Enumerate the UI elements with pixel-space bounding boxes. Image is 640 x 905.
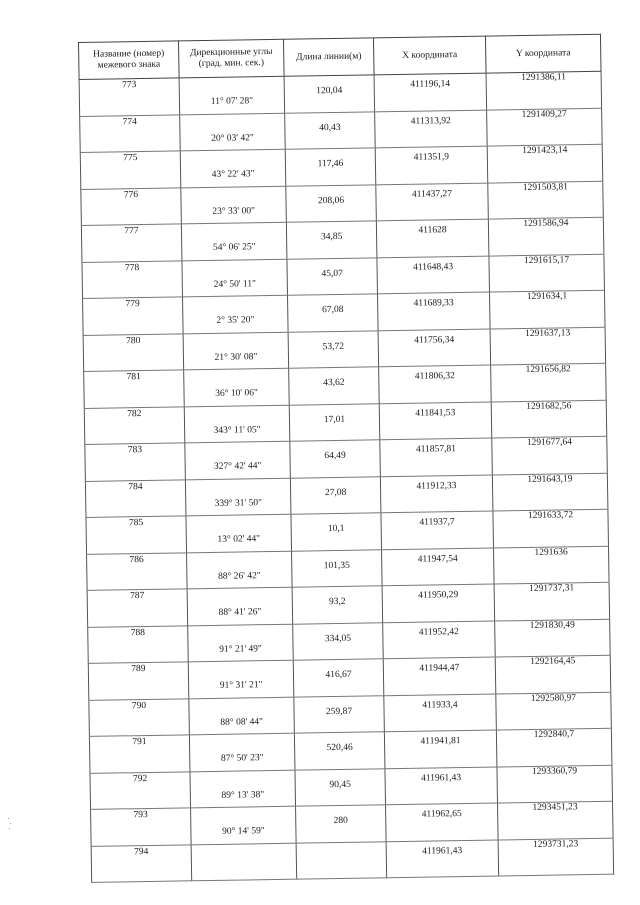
direction-angle-cell-text: 20° 03' 42"	[211, 132, 254, 144]
x-coordinate-cell-text: 411628	[418, 225, 447, 236]
line-length-cell-text: 45,07	[321, 268, 343, 279]
y-coordinate-cell	[490, 327, 606, 365]
marker-name-cell	[81, 187, 182, 225]
x-coordinate-cell-text: 411351,9	[413, 152, 450, 163]
direction-angle-cell	[190, 770, 296, 808]
direction-angle-cell	[188, 624, 294, 662]
y-coordinate-cell	[492, 436, 608, 474]
x-coordinate-cell	[377, 256, 490, 294]
x-coordinate-cell-text: 411912,33	[416, 480, 457, 492]
line-length-cell-text: 93,2	[328, 596, 346, 608]
direction-angle-cell	[191, 806, 297, 844]
y-coordinate-cell-text: 1293451,23	[532, 802, 578, 813]
y-coordinate-cell-text: 1291633,72	[527, 510, 574, 521]
x-coordinate-cell-text: 411950,29	[418, 590, 459, 601]
direction-angle-cell-text: 88° 41' 26"	[218, 607, 262, 618]
marker-name-cell	[80, 114, 181, 152]
line-length-cell	[286, 221, 377, 259]
y-coordinate-cell	[488, 217, 604, 255]
line-length-cell	[289, 367, 380, 405]
line-length-cell-text	[297, 852, 386, 853]
x-coordinate-cell	[384, 694, 497, 732]
y-coordinate-cell	[489, 254, 605, 292]
marker-name-cell-text: 774	[122, 116, 137, 127]
direction-angle-cell-text: 36° 10' 06"	[215, 388, 258, 399]
y-coordinate-cell-text: 1293731,23	[533, 838, 579, 850]
direction-angle-cell-text: 339° 31' 50"	[214, 497, 263, 509]
line-length-cell	[285, 148, 376, 186]
boundary-coordinates-table	[78, 34, 614, 883]
marker-name-cell	[87, 589, 188, 627]
direction-angle-cell-text: 23° 33' 00"	[212, 205, 256, 217]
x-coordinate-cell-text: 411962,65	[421, 809, 462, 820]
header-line-length: Длина линии(м)	[283, 38, 374, 76]
marker-name-cell-text: 776	[123, 189, 139, 200]
direction-angle-cell	[182, 259, 288, 297]
direction-angle-cell	[191, 843, 297, 881]
header-y-coordinate: Y координата	[485, 34, 601, 73]
direction-angle-cell	[185, 441, 291, 479]
header-direction-angle: Дирекционные углы (град. мин. сек.)	[178, 39, 284, 78]
marker-name-cell	[89, 735, 190, 773]
line-length-cell-text: 520,46	[326, 742, 353, 754]
x-coordinate-cell	[381, 511, 494, 549]
line-length-cell	[290, 440, 381, 478]
marker-name-cell-text: 781	[126, 372, 141, 383]
direction-angle-cell	[180, 149, 286, 187]
y-coordinate-cell	[489, 290, 605, 328]
coordinates-table-sheet	[78, 34, 612, 857]
marker-name-cell	[80, 151, 181, 189]
y-coordinate-cell-text: 1291636	[534, 546, 568, 558]
line-length-cell-text: 40,43	[319, 122, 341, 133]
y-coordinate-cell	[498, 801, 614, 839]
line-length-cell	[294, 732, 385, 770]
marker-name-cell-text: 780	[125, 335, 141, 346]
x-coordinate-cell	[375, 146, 488, 184]
line-length-cell	[290, 476, 381, 514]
marker-name-cell-text: 787	[130, 591, 145, 602]
y-coordinate-cell	[495, 655, 611, 693]
y-coordinate-cell	[488, 181, 604, 219]
marker-name-cell	[91, 808, 192, 846]
line-length-cell-text: 67,08	[321, 304, 344, 316]
marker-name-cell-text: 785	[128, 518, 144, 529]
direction-angle-cell	[180, 113, 286, 151]
x-coordinate-cell	[380, 475, 493, 513]
y-coordinate-cell-text: 1291586,94	[523, 218, 569, 230]
y-coordinate-cell	[491, 400, 607, 438]
x-coordinate-cell-text: 411313,92	[410, 115, 451, 127]
x-coordinate-cell	[375, 110, 488, 148]
line-length-cell	[294, 695, 385, 733]
line-length-cell	[296, 841, 387, 879]
x-coordinate-cell	[385, 767, 498, 805]
x-coordinate-cell-text: 411648,43	[412, 261, 454, 273]
marker-name-cell-text: 779	[125, 299, 140, 310]
direction-angle-cell	[189, 733, 295, 771]
y-coordinate-cell-text: 1291637,13	[524, 327, 571, 339]
y-coordinate-cell-text: 1291503,81	[522, 181, 568, 193]
marker-name-cell	[86, 516, 187, 554]
marker-name-cell-text: 791	[132, 737, 147, 748]
line-length-cell	[296, 805, 387, 843]
marker-name-cell	[85, 479, 186, 517]
marker-name-cell	[84, 406, 185, 444]
line-length-cell-text: 90,45	[329, 779, 351, 790]
line-length-cell-text: 27,08	[324, 487, 347, 498]
direction-angle-cell	[189, 697, 295, 735]
y-coordinate-cell	[495, 619, 611, 657]
x-coordinate-cell	[374, 73, 487, 111]
y-coordinate-cell	[493, 546, 609, 584]
direction-angle-cell-text: 43° 22' 43"	[211, 169, 255, 180]
line-length-cell	[288, 294, 379, 332]
x-coordinate-cell	[386, 840, 499, 878]
x-coordinate-cell-text: 411689,33	[413, 298, 454, 309]
marker-name-cell	[81, 224, 182, 262]
line-length-cell	[293, 659, 384, 697]
x-coordinate-cell-text: 411437,27	[411, 188, 453, 200]
x-coordinate-cell	[379, 402, 492, 440]
line-length-cell-text: 34,85	[320, 231, 343, 243]
x-coordinate-cell-text: 411806,32	[414, 371, 455, 382]
marker-name-cell	[89, 698, 190, 736]
marker-name-cell-text: 778	[124, 262, 140, 273]
table-body	[79, 71, 614, 882]
direction-angle-cell-text: 91° 31' 21"	[219, 680, 263, 691]
line-length-cell-text: 17,01	[323, 414, 346, 425]
direction-angle-cell	[188, 660, 294, 698]
direction-angle-cell	[187, 551, 293, 589]
line-length-cell-text: 416,67	[325, 669, 352, 681]
line-length-cell	[285, 111, 376, 149]
x-coordinate-cell-text: 411841,53	[415, 407, 456, 419]
y-coordinate-cell-text: 1291643,19	[527, 473, 573, 485]
marker-name-cell-text: 775	[123, 153, 138, 164]
marker-name-cell-text: 790	[131, 700, 147, 711]
direction-angle-cell	[181, 222, 287, 260]
line-length-cell	[288, 330, 379, 368]
direction-angle-cell-text: 88° 08' 44"	[220, 716, 264, 728]
x-coordinate-cell-text: 411952,42	[418, 626, 459, 638]
y-coordinate-cell	[493, 509, 609, 547]
y-coordinate-cell-text: 1291656,82	[525, 364, 571, 376]
x-coordinate-cell	[383, 621, 496, 659]
y-coordinate-cell-text: 1292164,45	[530, 656, 576, 667]
y-coordinate-cell-text: 1291634,1	[526, 291, 568, 302]
x-coordinate-cell-text: 411961,43	[422, 845, 463, 857]
x-coordinate-cell-text: 411756,34	[414, 334, 455, 346]
x-coordinate-cell-text: 411944,47	[419, 663, 460, 674]
direction-angle-cell-text: 13° 02' 44"	[217, 534, 261, 545]
line-length-cell-text: 280	[333, 815, 348, 827]
marker-name-cell-text: 773	[121, 80, 137, 91]
y-coordinate-cell	[496, 692, 612, 730]
direction-angle-cell	[181, 186, 287, 224]
y-coordinate-cell-text: 1292580,97	[530, 692, 577, 704]
marker-name-cell-text: 786	[129, 554, 144, 565]
marker-name-cell-text: 777	[124, 226, 139, 237]
y-coordinate-cell-text: 1292840,7	[533, 729, 575, 740]
x-coordinate-cell	[382, 584, 495, 622]
marker-name-cell	[82, 260, 183, 298]
line-length-cell	[292, 549, 383, 587]
y-coordinate-cell-text: 1291830,49	[529, 619, 575, 631]
direction-angle-cell	[183, 295, 289, 333]
y-coordinate-cell-text: 1291737,31	[529, 583, 575, 594]
marker-name-cell-text: 782	[127, 408, 142, 419]
x-coordinate-cell	[383, 657, 496, 695]
x-coordinate-cell	[386, 803, 499, 841]
line-length-cell-text: 53,72	[322, 341, 345, 352]
line-length-cell-text: 43,62	[323, 377, 345, 389]
y-coordinate-cell	[486, 71, 602, 109]
x-coordinate-cell	[382, 548, 495, 586]
x-coordinate-cell	[377, 292, 490, 330]
marker-name-cell-text: 792	[132, 773, 148, 784]
y-coordinate-cell-text: 1291386,11	[521, 72, 567, 84]
line-length-cell	[292, 586, 383, 624]
direction-angle-cell-text: 87° 50' 23"	[220, 753, 264, 764]
marker-name-cell	[83, 297, 184, 335]
y-coordinate-cell	[496, 728, 612, 766]
y-coordinate-cell-text: 1291677,64	[526, 437, 572, 448]
line-length-cell	[284, 75, 375, 113]
x-coordinate-cell-text: 411857,81	[415, 444, 457, 455]
line-length-cell-text: 64,49	[324, 450, 346, 462]
x-coordinate-cell	[376, 219, 489, 257]
x-coordinate-cell-text: 411937,7	[419, 517, 455, 528]
direction-angle-cell	[185, 478, 291, 516]
x-coordinate-cell-text: 411961,43	[421, 772, 462, 784]
line-length-cell	[289, 403, 380, 441]
marker-name-cell-text: 788	[130, 627, 145, 638]
x-coordinate-cell-text: 411933,4	[422, 699, 458, 711]
marker-name-cell-text: 789	[131, 664, 146, 675]
direction-angle-cell	[179, 76, 285, 114]
line-length-cell-text: 259,87	[325, 706, 353, 717]
direction-angle-cell-text: 11° 07' 28"	[210, 96, 254, 107]
direction-angle-cell-text: 54° 06' 25"	[212, 242, 256, 253]
marker-name-cell	[87, 552, 188, 590]
y-coordinate-cell-text: 1293360,79	[531, 765, 578, 777]
direction-angle-cell-text: 327° 42' 44"	[213, 461, 262, 472]
marker-name-cell-text: 793	[133, 810, 148, 821]
line-length-cell	[291, 513, 382, 551]
marker-name-cell	[91, 844, 192, 882]
line-length-cell-text: 120,04	[316, 85, 343, 97]
line-length-cell-text: 117,46	[317, 158, 344, 170]
x-coordinate-cell	[379, 365, 492, 403]
y-coordinate-cell	[487, 108, 603, 146]
y-coordinate-cell	[498, 838, 614, 876]
y-coordinate-cell-text: 1291615,17	[523, 254, 570, 266]
x-coordinate-cell-text: 411196,14	[410, 79, 451, 90]
line-length-cell-text: 208,06	[317, 195, 345, 206]
direction-angle-cell-text: 90° 14' 59"	[222, 826, 265, 837]
marker-name-cell	[88, 625, 189, 663]
direction-angle-cell	[186, 514, 292, 552]
y-coordinate-cell-text: 1291409,27	[521, 108, 567, 120]
header-marker-name: Название (номер) межевого знака	[79, 41, 180, 80]
direction-angle-cell-text	[192, 862, 296, 864]
x-coordinate-cell	[384, 730, 497, 768]
marker-name-cell	[88, 662, 189, 700]
marker-name-cell	[84, 370, 185, 408]
line-length-cell-text: 334,05	[324, 633, 352, 644]
marker-name-cell-text: 794	[134, 846, 149, 857]
header-x-coordinate: X координата	[373, 36, 486, 75]
line-length-cell	[295, 768, 386, 806]
marker-name-cell	[79, 78, 180, 116]
line-length-cell	[293, 622, 384, 660]
line-length-cell-text: 10,1	[327, 523, 345, 535]
y-coordinate-cell	[492, 473, 608, 511]
x-coordinate-cell	[376, 183, 489, 221]
marker-name-cell	[90, 771, 191, 809]
direction-angle-cell-text: 89° 13' 38"	[221, 789, 265, 801]
direction-angle-cell	[183, 332, 289, 370]
direction-angle-cell-text: 343° 11' 05"	[213, 424, 261, 436]
direction-angle-cell	[184, 405, 290, 443]
marker-name-cell	[85, 443, 186, 481]
table-row	[91, 838, 614, 883]
x-coordinate-cell	[378, 329, 491, 367]
x-coordinate-cell-text: 411941,81	[420, 736, 461, 747]
y-coordinate-cell	[491, 363, 607, 401]
direction-angle-cell-text: 88° 26' 42"	[218, 570, 261, 582]
y-coordinate-cell-text: 1291682,56	[526, 400, 572, 412]
direction-angle-cell-text: 24° 50' 11"	[213, 278, 257, 290]
direction-angle-cell-text: 91° 21' 49"	[219, 643, 262, 655]
y-coordinate-cell	[487, 144, 603, 182]
marker-name-cell-text: 784	[128, 481, 143, 492]
direction-angle-cell-text: 21° 30' 08"	[214, 351, 258, 363]
x-coordinate-cell	[380, 438, 493, 476]
y-coordinate-cell-text: 1291423,14	[522, 145, 568, 157]
x-coordinate-cell-text: 411947,54	[417, 553, 458, 565]
marker-name-cell	[83, 333, 184, 371]
line-length-cell	[286, 184, 377, 222]
direction-angle-cell	[187, 587, 293, 625]
line-length-cell	[287, 257, 378, 295]
scan-specks	[8, 818, 12, 830]
direction-angle-cell	[184, 368, 290, 406]
line-length-cell-text: 101,35	[323, 560, 350, 571]
direction-angle-cell-text: 2° 35' 20"	[216, 315, 255, 326]
marker-name-cell-text: 783	[127, 445, 143, 456]
y-coordinate-cell	[497, 765, 613, 803]
y-coordinate-cell	[494, 582, 610, 620]
